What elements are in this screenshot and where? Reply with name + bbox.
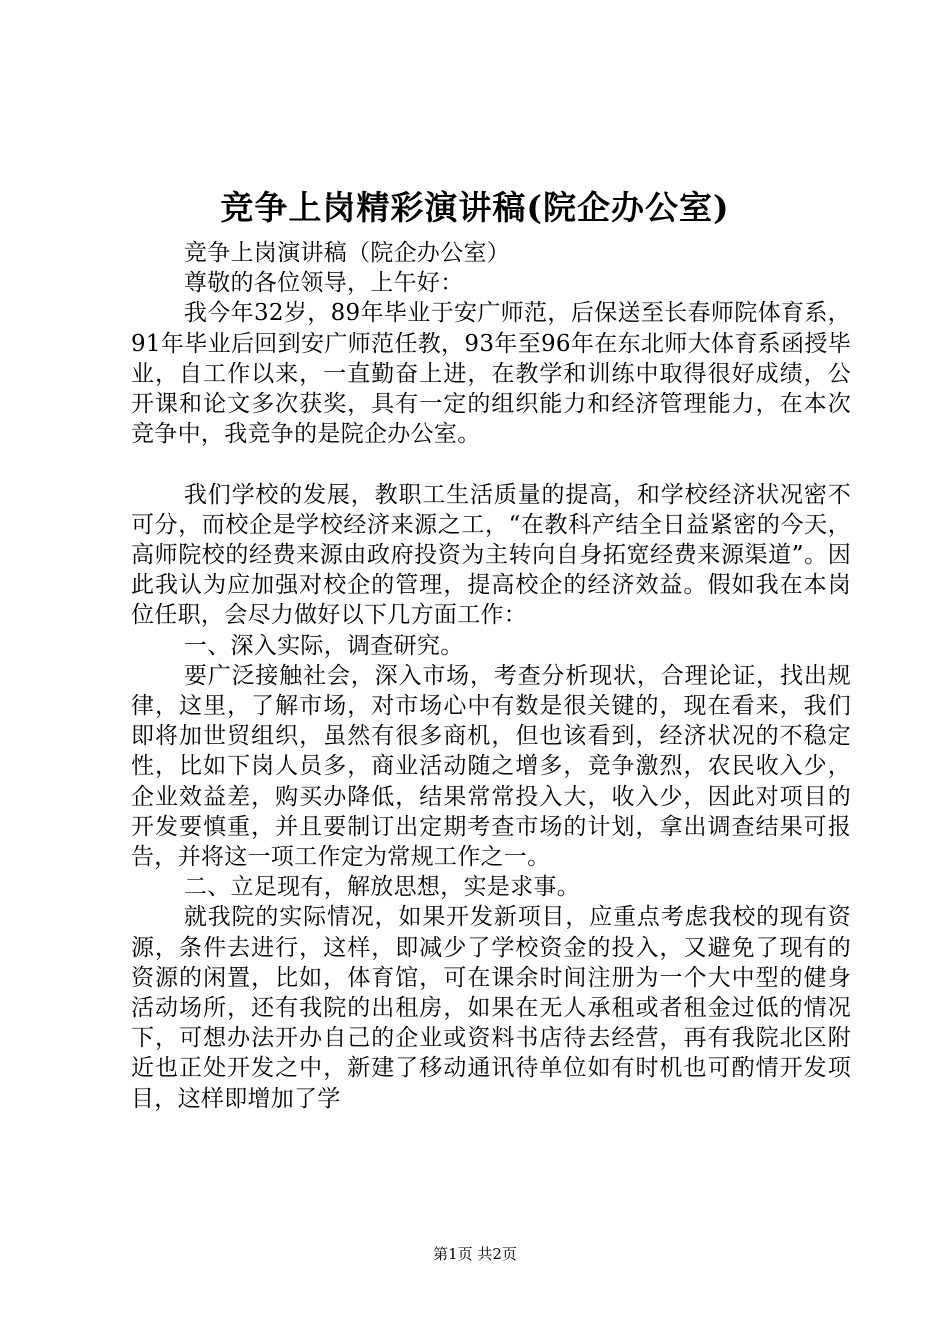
page-number-footer: 第1页 共2页 <box>433 1245 517 1263</box>
section-heading-2: 二、立足现有，解放思想，实是求事。 <box>183 874 580 901</box>
development-paragraph: 我们学校的发展，教职工生活质量的提高，和学校经济状况密不可分，而校企是学校经济来源之工，“在教科产结全日益紧密的今天，高师院校的经费来源由政府投资为主转向自身拓宽经费来源渠道”。因此我认为应加强对校企的管理，提高校企的经济效益。假如我在本岗位任职，会尽力做好以下几方面工作： <box>131 481 851 629</box>
subtitle-paragraph: 竞争上岗演讲稿（院企办公室） <box>183 240 511 266</box>
market-paragraph: 要广泛接触社会，深入市场，考查分析现状，合理论证，找出规律，这里，了解市场，对市场心中有数是很关键的，现在看来，我们即将加世贸组织，虽然有很多商机，但也该看到，经济状况的不稳定性，比如下岗人员多，商业活动随之增多，竞争激烈，农民收入少，企业效益差，购买办降低，结果常常投入大，收入少，因此对项目的开发要慎重，并且要制订出定期考查市场的计划，拿出调查结果可报告，并将这一项工作定为常规工作之一。 <box>131 662 851 871</box>
greeting-paragraph: 尊敬的各位领导，上午好： <box>183 270 464 297</box>
document-body <box>131 238 851 1114</box>
intro-paragraph: 我今年32岁，89年毕业于安广师范，后保送至长春师院体育系，91年毕业后回到安广师范任教，93年至96年在东北师大体育系函授毕业，自工作以来，一直勤奋上进，在教学和训练中取得很好成绩，公开课和论文多次获奖，具有一定的组织能力和经济管理能力，在本次竞争中，我竞争的是院企办公室。 <box>131 300 851 448</box>
paragraph-spacer <box>131 449 851 479</box>
resources-paragraph: 就我院的实际情况，如果开发新项目，应重点考虑我校的现有资源，条件去进行，这样，即减少了学校资金的投入，又避免了现有的资源的闲置，比如，体育馆，可在课余时间注册为一个大中型的健身活动场所，还有我院的出租房，如果在无人承租或者租金过低的情况下，可想办法开办自己的企业或资料书店待去经营，再有我院北区附近也正处开发之中，新建了移动通讯待单位如有时机也可酌情开发项目，这样即增加了学 <box>131 904 851 1112</box>
section-heading-1: 一、深入实际，调查研究。 <box>183 632 464 659</box>
document-title: 竞争上岗精彩演讲稿(院企办公室) <box>220 188 730 227</box>
